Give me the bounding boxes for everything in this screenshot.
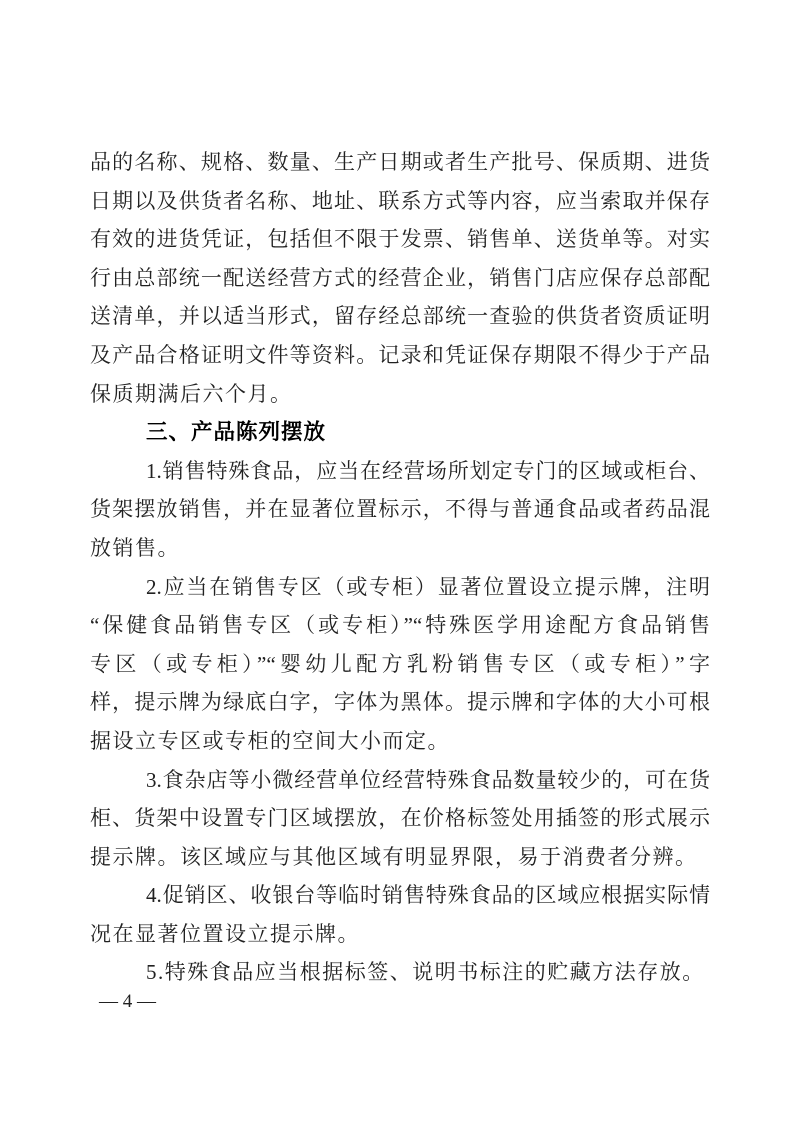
text-line: 有效的进货凭证，包括但不限于发票、销售单、送货单等。对实 xyxy=(90,227,710,252)
text-line: “保健食品销售专区（或专柜）”“特殊医学用途配方食品销售 xyxy=(90,613,710,638)
text-line: 据设立专区或专柜的空间大小而定。 xyxy=(90,728,450,753)
text-line: 况在显著位置设立提示牌。 xyxy=(90,921,360,946)
text-line: 4.促销区、收银台等临时销售特殊食品的区域应根据实际情 xyxy=(146,883,710,908)
section-heading: 三、产品陈列摆放 xyxy=(146,420,327,445)
text-line: 货架摆放销售，并在显著位置标示，不得与普通食品或者药品混 xyxy=(90,497,710,522)
text-line: 行由总部统一配送经营方式的经营企业，销售门店应保存总部配 xyxy=(90,265,710,290)
text-line: 2.应当在销售专区（或专柜）显著位置设立提示牌，注明 xyxy=(146,574,710,599)
text-line: 专区（或专柜）”“婴幼儿配方乳粉销售专区（或专柜）”字 xyxy=(90,651,710,676)
document-body xyxy=(90,143,710,992)
text-line: 日期以及供货者名称、地址、联系方式等内容，应当索取并保存 xyxy=(90,188,710,213)
text-line: 品的名称、规格、数量、生产日期或者生产批号、保质期、进货 xyxy=(90,150,710,174)
text-line: 送清单，并以适当形式，留存经总部统一查验的供货者资质证明 xyxy=(90,304,710,329)
text-line: 1.销售特殊食品，应当在经营场所划定专门的区域或柜台、 xyxy=(146,458,710,483)
text-line: 及产品合格证明文件等资料。记录和凭证保存期限不得少于产品 xyxy=(90,342,710,367)
text-line: 样，提示牌为绿底白字，字体为黑体。提示牌和字体的大小可根 xyxy=(90,690,710,715)
text-line: 提示牌。该区域应与其他区域有明显界限，易于消费者分辨。 xyxy=(90,844,698,869)
text-line: 放销售。 xyxy=(90,535,180,560)
text-line: 保质期满后六个月。 xyxy=(90,381,293,406)
page-number: — 4 — xyxy=(99,991,156,1012)
text-line: 柜、货架中设置专门区域摆放，在价格标签处用插签的形式展示 xyxy=(90,806,710,831)
text-line: 5.特殊食品应当根据标签、说明书标注的贮藏方法存放。 xyxy=(146,960,705,985)
text-line: 3.食杂店等小微经营单位经营特殊食品数量较少的，可在货 xyxy=(146,767,710,792)
